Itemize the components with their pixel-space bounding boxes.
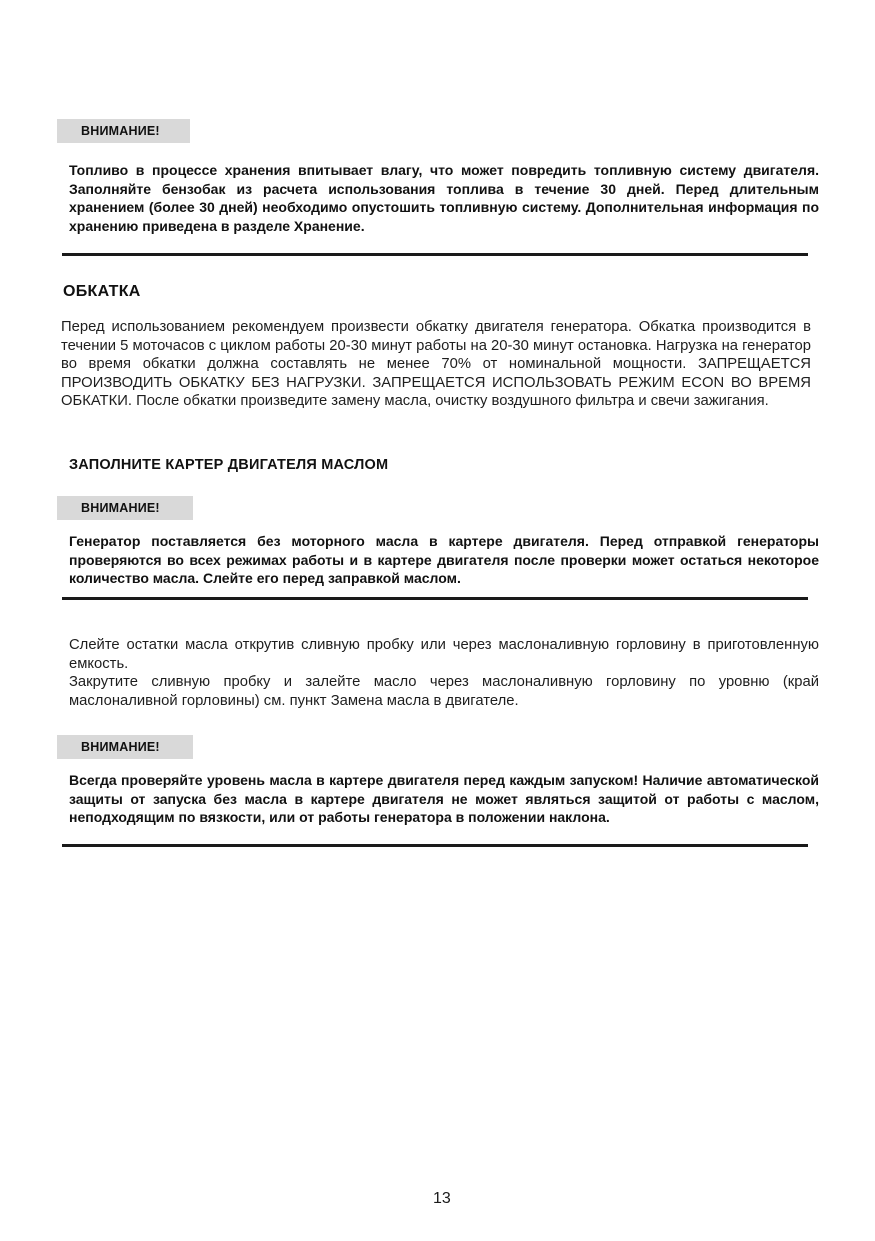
- warning-text-oil-level: Всегда проверяйте уровень масла в картере двигателя перед каждым запуском! Наличие автоматической защиты от запуска без масла в картере двигателя не может являться защитой от работы с маслом, неподходящим по вязкости, или от работы генератора в положении наклона.: [69, 772, 819, 825]
- divider-rule: [62, 844, 808, 847]
- divider-rule: [62, 597, 808, 600]
- section-title-oil-fill: ЗАПОЛНИТЕ КАРТЕР ДВИГАТЕЛЯ МАСЛОМ: [69, 457, 389, 473]
- breakin-paragraph: Перед использованием рекомендуем произвести обкатку двигателя генератора. Обкатка производится в течении 5 моточасов с циклом работы 20-30 минут работы на 20-30 минут остановка. Нагрузка на генератор во время обкатки должна составлять не менее 70% от номинальной мощности. ЗАПРЕЩАЕТСЯ ПРОИЗВОДИТЬ ОБКАТКУ БЕЗ НАГРУЗКИ. ЗАПРЕЩАЕТСЯ ИСПОЛЬЗОВАТЬ РЕЖИМ ECON ВО ВРЕМЯ ОБКАТКИ. После обкатки произведите замену масла, очистку воздушного фильтра и свечи зажигания.: [61, 319, 811, 409]
- warning-text-fuel: Топливо в процессе хранения впитывает влагу, что может повредить топливную систему двигателя. Заполняйте бензобак из расчета использования топлива в течение 30 дней. Перед длительным хранением (более 30 дней) необходимо опустошить топливную систему. Дополнительная информация по хранению приведена в разделе Хранение.: [69, 162, 819, 234]
- divider-rule: [62, 253, 808, 256]
- warning-text-oil-delivery: Генератор поставляется без моторного масла в картере двигателя. Перед отправкой генераторы проверяются во всех режимах работы и в картере двигателя после проверки может остаться некоторое количество масла. Слейте его перед заправкой маслом.: [69, 533, 819, 586]
- oil-fill-instructions: [69, 636, 819, 710]
- oil-fill-paragraph: Закрутите сливную пробку и залейте масло через маслоналивную горловину по уровню (край маслоналивной горловины) см. пункт Замена масла в двигателе.: [69, 674, 819, 709]
- warning-badge-fuel: ВНИМАНИЕ!: [57, 119, 190, 143]
- section-title-breakin: ОБКАТКА: [63, 283, 141, 300]
- page-number: 13: [433, 1190, 451, 1207]
- oil-drain-paragraph: Слейте остатки масла открутив сливную пробку или через маслоналивную горловину в приготовленную емкость.: [69, 637, 819, 672]
- warning-badge-oil-level: ВНИМАНИЕ!: [57, 735, 193, 759]
- warning-badge-oil-delivery: ВНИМАНИЕ!: [57, 496, 193, 520]
